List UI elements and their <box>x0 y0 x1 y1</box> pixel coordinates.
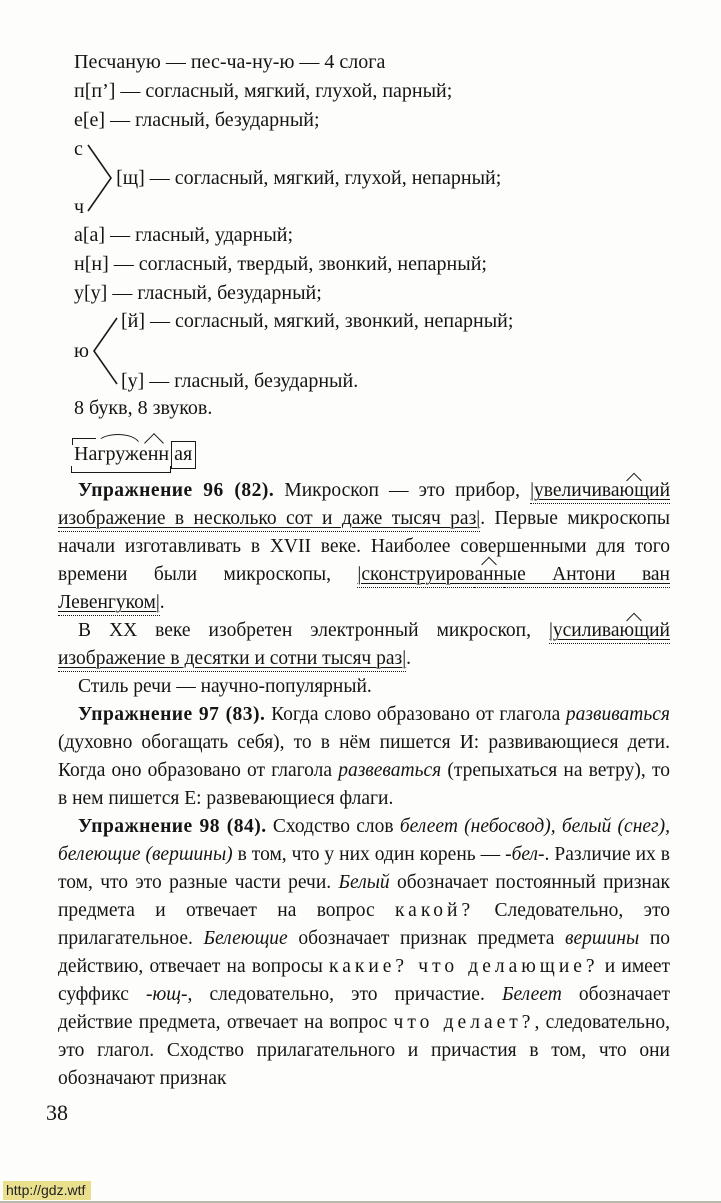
exercise-97-paragraph <box>58 701 670 813</box>
merge-letters <box>74 137 84 219</box>
text-segment: обозначает действие предмета, отвечает на вопрос <box>58 984 670 1033</box>
text-segment: Следовательно, это прилагательное. <box>58 900 670 949</box>
split-lines-icon <box>91 309 119 393</box>
text-segment: Сходство слов <box>266 816 400 837</box>
speech-style-line <box>58 673 670 701</box>
sound-split-diagram <box>74 308 670 394</box>
text-segment: В XX веке изобретен электронный микроскоп, <box>78 620 549 641</box>
text-segment: -бел- <box>505 844 545 865</box>
phonetic-line: н[н] — согласный, твердый, звонкий, непарный; <box>74 253 487 275</box>
text-segment: вершины <box>564 928 640 949</box>
phonetic-line: е[е] — гласный, безударный; <box>74 109 320 131</box>
text-segment: Упражнение 97 (83). <box>78 704 266 725</box>
text-segment: какие? что делающие? <box>329 956 599 977</box>
split-results <box>121 309 513 393</box>
word-suffix: енн <box>138 443 170 465</box>
merge-letter-bottom: ч <box>74 196 85 218</box>
text-segment: |усилива <box>549 620 620 644</box>
text-segment: , следовательно, это глагол. Сходство прилагательного и причастия в том, что они обозначают признак <box>58 1012 670 1089</box>
watermark-url: http://gdz.wtf <box>3 1181 91 1200</box>
text-segment: . Различие их в том, что это разные части речи. <box>58 844 670 893</box>
text-segment: Белый <box>338 872 390 893</box>
text-segment: (духовно обогащать себя), то в нём пишется И: развивающиеся дети. Когда оно образовано от глагола <box>58 732 670 781</box>
text-segment: Упражнение 98 (84). <box>78 816 267 837</box>
text-segment: белеет (небосвод), белый (снег), белеющие (вершины) <box>58 816 671 865</box>
phonetic-word-line: Песчаную — пес-ча-ну-ю — 4 слога <box>74 51 386 73</box>
text-segment: ий изображение в несколько сот и даже тысяч раз| <box>58 480 670 532</box>
text-segment: ющ <box>620 480 650 504</box>
sound-merge-diagram <box>74 135 670 221</box>
text-segment: . <box>159 592 165 613</box>
word-root: груж <box>97 443 139 465</box>
exercise-96-paragraph <box>58 477 670 617</box>
text-segment: . <box>406 648 411 669</box>
text-segment: . Первые микроскопы начали изготавливать в XVII веке. Наиболее совершенными для того времени были микроскопы, <box>58 508 670 585</box>
merge-lines-icon <box>86 137 114 219</box>
letters-sounds-total: 8 букв, 8 звуков. <box>74 397 213 419</box>
text-segment: Микроскоп — это прибор, <box>274 480 531 501</box>
text-segment: , следовательно, это причастие. <box>187 984 502 1005</box>
split-result-top: [й] — согласный, мягкий, звонкий, непарный; <box>120 310 514 332</box>
text-segment: что делает? <box>393 1012 535 1033</box>
phonetic-analysis <box>74 48 670 477</box>
word-ending: ая <box>171 441 196 469</box>
text-segment: Стиль речи — научно-популярный. <box>78 676 372 697</box>
text-segment: Упражнение 96 (82). <box>78 480 275 501</box>
phonetic-line: а[а] — гласный, ударный; <box>74 224 294 246</box>
text-segment: обозначает признак предмета <box>287 928 565 949</box>
page-content <box>58 48 670 1093</box>
text-segment: |сконструиров <box>357 564 474 588</box>
text-segment: Белеющие <box>203 928 288 949</box>
phonetic-line: п[п’] — согласный, мягкий, глухой, парный; <box>74 80 453 102</box>
text-segment: обозначает постоянный признак предмета и отвечает на вопрос <box>58 872 671 921</box>
word-prefix: На <box>74 443 98 465</box>
merge-result-line: [щ] — согласный, мягкий, глухой, непарный; <box>116 166 502 189</box>
text-segment: по действию, отвечает на вопросы <box>58 928 670 977</box>
morpheme-word-line <box>74 433 670 477</box>
phonetic-line: у[у] — гласный, безударный; <box>74 282 322 304</box>
text-segment: ий изображение в десятки и сотни тысяч раз| <box>58 620 670 672</box>
morpheme-word <box>74 441 196 469</box>
text-segment: развеваться <box>338 760 442 781</box>
text-segment: (трепыхаться на ветру), то в нем пишется Е: развевающиеся флаги. <box>58 760 670 809</box>
text-segment: развиваться <box>565 704 670 725</box>
exercise-96-paragraph-2 <box>58 617 670 673</box>
text-segment: какой? <box>394 900 475 921</box>
text-segment: |увеличива <box>530 480 619 504</box>
page-number: 38 <box>46 1100 68 1125</box>
text-segment: в том, что у них один корень — <box>232 844 506 865</box>
text-segment: Когда слово образовано от глагола <box>265 704 566 725</box>
text-segment: ющ <box>620 620 650 644</box>
text-segment: ые Антони ван Левенгуком| <box>58 564 670 616</box>
text-segment: и имеет суффикс <box>58 956 670 1005</box>
word-stem <box>74 443 169 466</box>
text-segment: Белеет <box>501 984 562 1005</box>
exercise-98-paragraph <box>58 813 670 1093</box>
text-segment: анн <box>474 564 504 588</box>
split-result-bottom: [у] — гласный, безударный. <box>120 370 359 392</box>
merge-letter-top: с <box>74 138 83 160</box>
text-segment: -ющ- <box>146 984 188 1005</box>
split-letter: ю <box>74 340 89 362</box>
